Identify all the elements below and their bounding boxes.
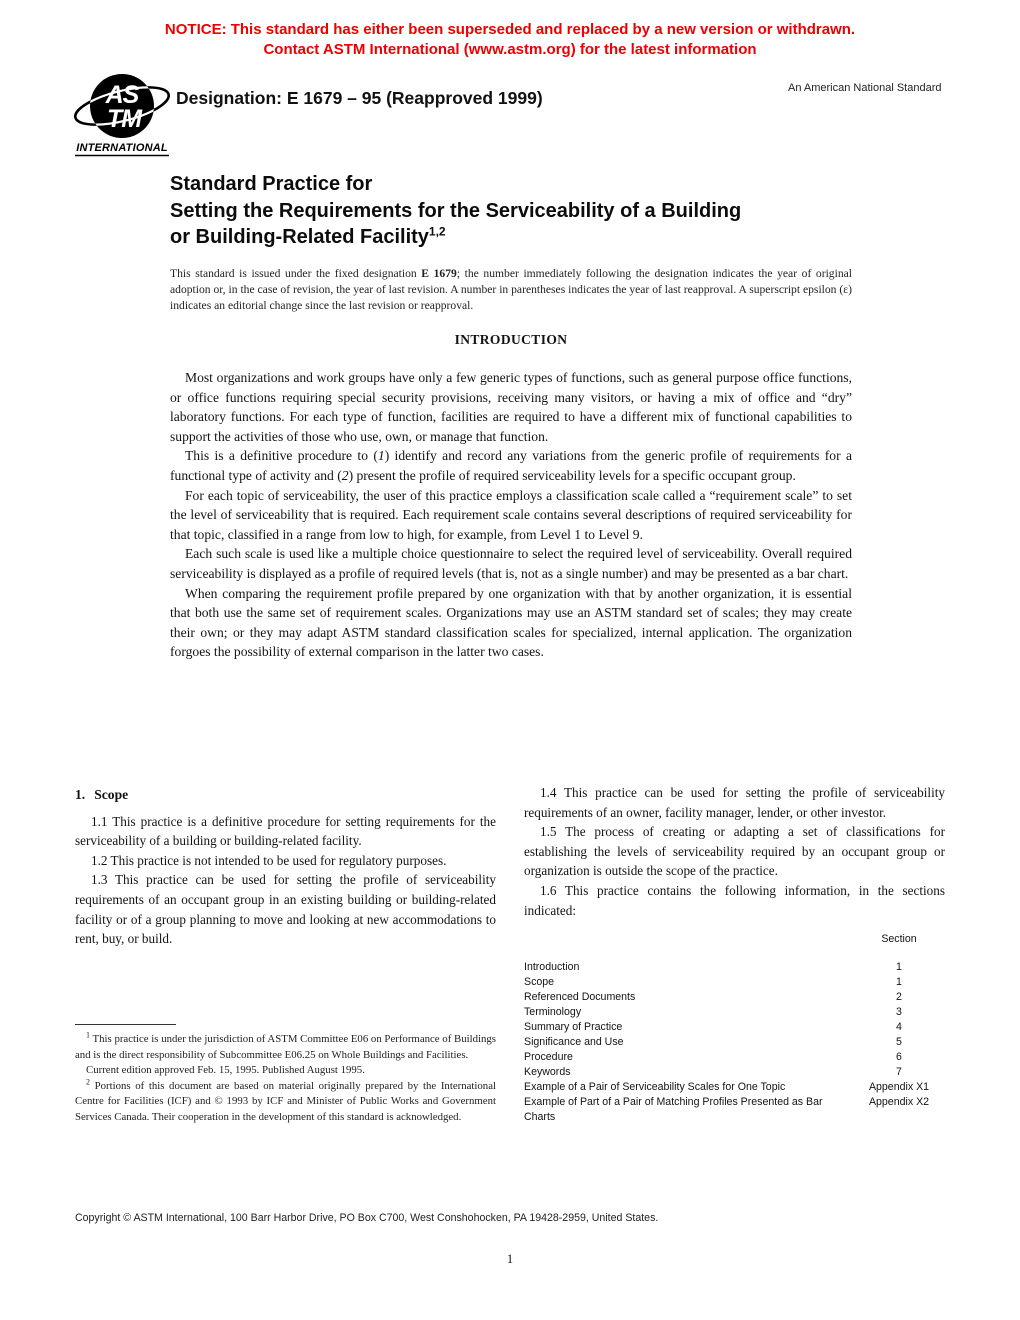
introduction-heading: INTRODUCTION <box>454 332 568 347</box>
introduction-body <box>170 368 852 662</box>
table-row: Summary of Practice 4 <box>524 1021 902 1034</box>
table-row: Procedure 6 <box>524 1051 902 1064</box>
table-row: Terminology 3 <box>524 1006 902 1019</box>
edition-note: Current edition approved Feb. 15, 1995. Published August 1995. <box>86 1064 365 1077</box>
right-column <box>524 783 945 1125</box>
table-row: Introduction 1 <box>524 961 902 974</box>
scope-paragraph-1-1: 1.1 This practice is a definitive procedure for setting requirements for the serviceability of a building or building-related facility. <box>75 813 496 849</box>
title-kicker: Standard Practice for <box>170 173 373 195</box>
intro-paragraph-3: For each topic of serviceability, the user of this practice employs a classification scale called a “requirement scale” to set the level of serviceability that is required. Each requirement scale contains several descriptions of required serviceability for that topic, classified in a range from low to high, for example, from Level 1 to Level 9. <box>170 487 852 542</box>
astm-logo-icon <box>72 70 172 162</box>
table-row: Example of a Pair of Serviceability Scales for One Topic Appendix X1 <box>524 1081 930 1094</box>
scope-paragraph-1-6: 1.6 This practice contains the following information, in the sections indicated: <box>524 882 945 918</box>
title-line-2: or Building-Related Facility$^{1,2}$ <box>170 224 446 248</box>
intro-paragraph-1: Most organizations and work groups have only a few generic types of functions, such as general purpose office functions, or office functions requiring special security provisions, receiving many visitors, or having a mix of office and “dry” laboratory functions. For each type of function, facilities are required to have a different mix of functional capabilities to support the activities of those who use, own, or manage that function. <box>170 370 852 444</box>
standard-title <box>170 171 870 251</box>
intro-paragraph-2: This is a definitive procedure to (1) identify and record any variations from the generic profile of requirements for a functional type of activity and (2) present the profile of required serviceability levels for a specific occupant group. <box>170 448 852 483</box>
table-row: Keywords 7 <box>524 1066 902 1079</box>
footnote-2: $^2$ Portions of this document are based on material originally prepared by the International Centre for Facilities (ICF) and © 1993 by ICF and Minister of Public Works and Government Services Canada. Their cooperation in the development of this standard is acknowledged. <box>75 1077 496 1123</box>
left-column <box>75 783 496 949</box>
american-national-standard-note: An American National Standard <box>788 82 942 94</box>
scope-paragraph-1-2: 1.2 This practice is not intended to be used for regulatory purposes. <box>91 852 447 868</box>
table-row: Significance and Use 5 <box>524 1036 902 1049</box>
scope-heading: 1. Scope <box>75 787 129 802</box>
scope-paragraph-1-4: 1.4 This practice can be used for setting the profile of serviceability requirements of an owner, facility manager, lender, or other investor. <box>524 785 945 820</box>
footnote-1: $^1$ This practice is under the jurisdiction of ASTM Committee E06 on Performance of Buildings and is the direct responsibility of Subcommittee E06.25 on Whole Buildings and Facilities. <box>75 1030 497 1061</box>
table-row: Scope 1 <box>524 976 902 989</box>
footnotes <box>75 1024 496 1126</box>
logo-subtitle: INTERNATIONAL <box>76 142 168 154</box>
contents-table-header-row <box>524 932 945 947</box>
intro-paragraph-5: When comparing the requirement profile prepared by one organization with that by another organization, it is essential that both use the same set of requirement scales. Organizations may use an ASTM standard set of scales; they may create their own; or they may adapt ASTM standard classification scales for specialized, internal application. The organization forgoes the possibility of external comparison in the latter two cases. <box>170 585 852 660</box>
contents-table-header: Section <box>881 933 917 946</box>
astm-letters-top: AS <box>105 81 139 109</box>
table-row: Referenced Documents 2 <box>524 991 902 1004</box>
designation-line: Designation: E 1679 – 95 (Reapproved 1999) <box>176 88 543 108</box>
intro-paragraph-4: Each such scale is used like a multiple choice questionnaire to select the required level of serviceability. Overall required serviceability is displayed as a profile of required levels (that is, not as a single number) and may be presented as a bar chart. <box>170 546 852 581</box>
astm-letters-bottom: TM <box>106 105 142 133</box>
table-row: Example of Part of a Pair of Matching Profiles Presented as Bar Charts Appendix X2 <box>524 1096 930 1124</box>
contents-table <box>524 932 945 1125</box>
issuance-note: This standard is issued under the fixed designation E 1679; the number immediately following the designation indicates the year of original adoption or, in the case of revision, the year of last revision. A number in parentheses indicates the year of last reapproval. A superscript epsilon (ε) indicates an editorial change since the last revision or reapproval. <box>170 267 852 312</box>
copyright-line: Copyright © ASTM International, 100 Barr Harbor Drive, PO Box C700, West Conshohocken, PA 19428-2959, United States. <box>75 1212 659 1224</box>
notice-line-2: Contact ASTM International (www.astm.org) for the latest information <box>263 41 757 58</box>
footnote-divider <box>75 1024 176 1025</box>
scope-paragraph-1-5: 1.5 The process of creating or adapting a set of classifications for establishing the levels of serviceability required by an occupant group or organization is outside the scope of the practice. <box>524 824 945 879</box>
issuance-designation: E 1679 <box>421 267 457 280</box>
supersession-notice <box>0 20 1020 60</box>
title-line-1: Setting the Requirements for the Serviceability of a Building <box>170 199 742 222</box>
page-number: 1 <box>506 1252 514 1266</box>
title-footnote-marker: 1,2 <box>428 224 446 239</box>
scope-paragraph-1-3: 1.3 This practice can be used for setting the profile of serviceability requirements of an occupant group in an existing building or building-related facility or of a group planning to move and looking at new accommodations to rent, buy, or build. <box>75 872 496 947</box>
notice-line-1: NOTICE: This standard has either been superseded and replaced by a new version or withdrawn. <box>164 21 856 38</box>
